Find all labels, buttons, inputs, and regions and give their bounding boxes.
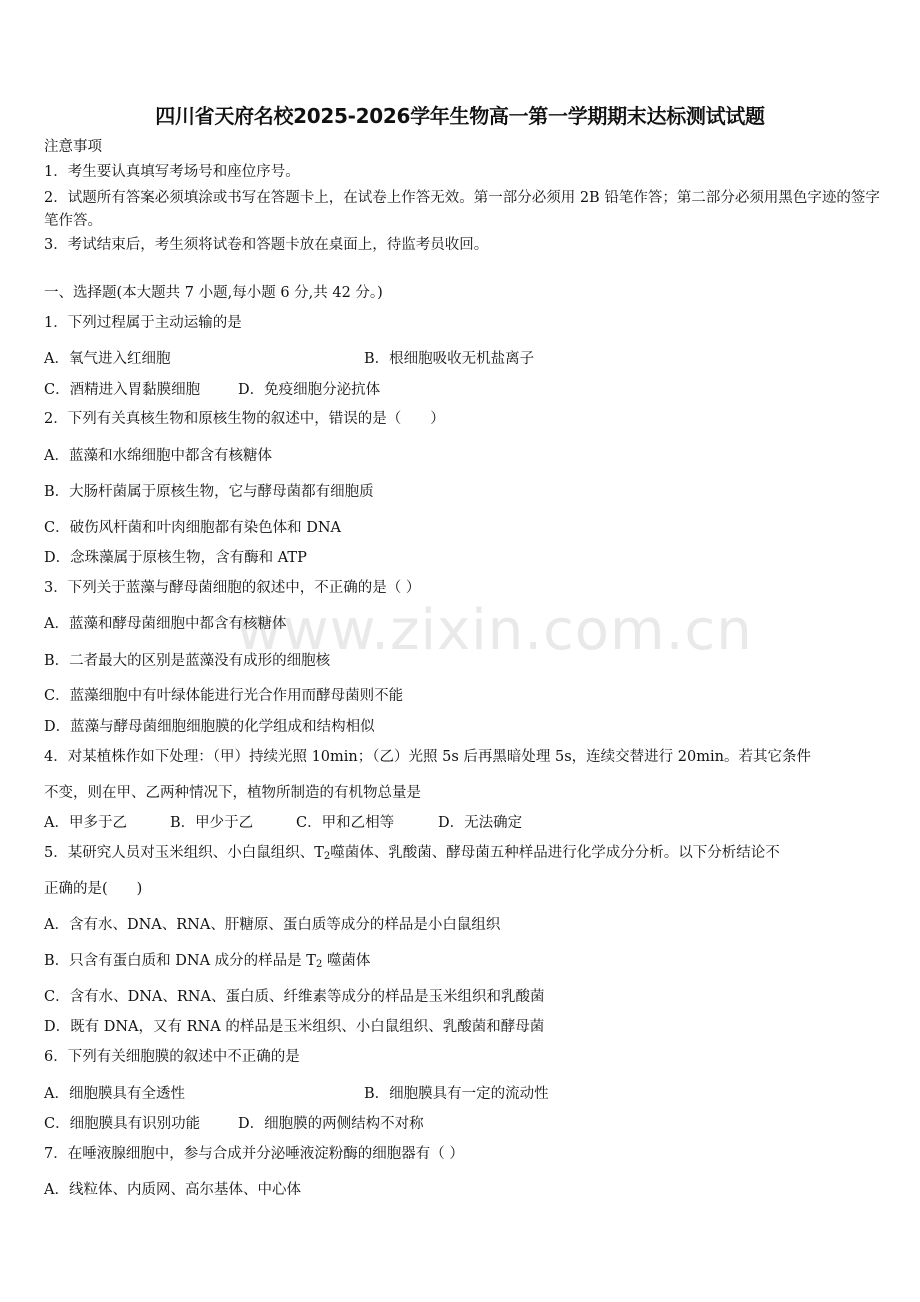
notice-item-1: 1．考生要认真填写考场号和座位序号。: [44, 164, 300, 180]
q3-option-c: C．蓝藻细胞中有叶绿体能进行光合作用而酵母菌则不能: [44, 688, 404, 704]
question-5-stem-line2: 正确的是( ): [44, 881, 143, 897]
q2-option-b: B．大肠杆菌属于原核生物，它与酵母菌都有细胞质: [44, 484, 374, 500]
q3-option-a: A．蓝藻和酵母菌细胞中都含有核糖体: [44, 616, 287, 632]
q3-option-d: D．蓝藻与酵母菌细胞细胞膜的化学组成和结构相似: [44, 719, 375, 735]
q5-stem-part2: 噬菌体、乳酸菌、酵母菌五种样品进行化学成分分析。以下分析结论不: [330, 845, 780, 861]
q5-option-b-part1: B．只含有蛋白质和 DNA 成分的样品是 T: [44, 953, 316, 969]
question-3-stem: 3．下列关于蓝藻与酵母菌细胞的叙述中，不正确的是（ ）: [44, 580, 421, 596]
q1-option-d: D．免疫细胞分泌抗体: [238, 382, 381, 398]
q6-option-a: A．细胞膜具有全透性: [44, 1086, 185, 1102]
q6-option-c: C．细胞膜具有识别功能: [44, 1116, 201, 1132]
q5-option-a: A．含有水、DNA、RNA、肝糖原、蛋白质等成分的样品是小白鼠组织: [44, 917, 501, 933]
q1-option-b: B．根细胞吸收无机盐离子: [364, 351, 535, 367]
q5-option-d: D．既有 DNA，又有 RNA 的样品是玉米组织、小白鼠组织、乳酸菌和酵母菌: [44, 1019, 545, 1035]
q4-option-b: B．甲少于乙: [170, 815, 254, 831]
question-4-stem-line2: 不变，则在甲、乙两种情况下，植物所制造的有机物总量是: [44, 785, 421, 801]
notice-heading: 注意事项: [44, 139, 102, 155]
question-7-stem: 7．在唾液腺细胞中，参与合成并分泌唾液淀粉酶的细胞器有（ ）: [44, 1146, 464, 1162]
question-1-stem: 1．下列过程属于主动运输的是: [44, 315, 242, 331]
q6-option-b: B．细胞膜具有一定的流动性: [364, 1086, 549, 1102]
question-2-stem: 2．下列有关真核生物和原核生物的叙述中，错误的是（ ）: [44, 411, 445, 427]
q5-option-b: [44, 951, 370, 975]
q4-option-c: C．甲和乙相等: [296, 815, 395, 831]
watermark: www.zixin.com.cn: [236, 598, 753, 663]
q7-option-a: A．线粒体、内质网、高尔基体、中心体: [44, 1182, 301, 1198]
q2-option-a: A．蓝藻和水绵细胞中都含有核糖体: [44, 448, 272, 464]
q5-stem-subscript: 2: [323, 851, 331, 862]
q4-option-a: A．甲多于乙: [44, 815, 127, 831]
q5-option-c: C．含有水、DNA、RNA、蛋白质、纤维素等成分的样品是玉米组织和乳酸菌: [44, 989, 545, 1005]
q6-option-d: D．细胞膜的两侧结构不对称: [238, 1116, 424, 1132]
q1-option-c: C．酒精进入胃黏膜细胞: [44, 382, 201, 398]
notice-item-3: 3．考试结束后，考生须将试卷和答题卡放在桌面上，待监考员收回。: [44, 237, 489, 253]
q5-option-b-part2: 噬菌体: [322, 953, 371, 969]
notice-item-2: 2．试题所有答案必须填涂或书写在答题卡上，在试卷上作答无效。第一部分必须用 2B 铅笔作答；第二部分必须用黑色字迹的签字笔作答。: [44, 190, 880, 229]
q5-option-b-subscript: 2: [315, 959, 323, 970]
q1-option-a: A．氧气进入红细胞: [44, 351, 171, 367]
page-title: 四川省天府名校2025-2026学年生物高一第一学期期末达标测试试题: [155, 104, 765, 128]
q4-option-d: D．无法确定: [438, 815, 523, 831]
question-6-stem: 6．下列有关细胞膜的叙述中不正确的是: [44, 1049, 300, 1065]
section-heading: 一、选择题(本大题共 7 小题,每小题 6 分,共 42 分。): [44, 285, 383, 301]
q2-option-d: D．念珠藻属于原核生物，含有酶和 ATP: [44, 550, 307, 566]
question-5-stem-line1: [44, 843, 780, 867]
q5-stem-part1: 5．某研究人员对玉米组织、小白鼠组织、T: [44, 845, 324, 861]
q2-option-c: C．破伤风杆菌和叶肉细胞都有染色体和 DNA: [44, 520, 341, 536]
q3-option-b: B．二者最大的区别是蓝藻没有成形的细胞核: [44, 653, 331, 669]
question-4-stem-line1: 4．对某植株作如下处理：（甲）持续光照 10min；（乙）光照 5s 后再黑暗处理 5s，连续交替进行 20min。若其它条件: [44, 749, 811, 765]
